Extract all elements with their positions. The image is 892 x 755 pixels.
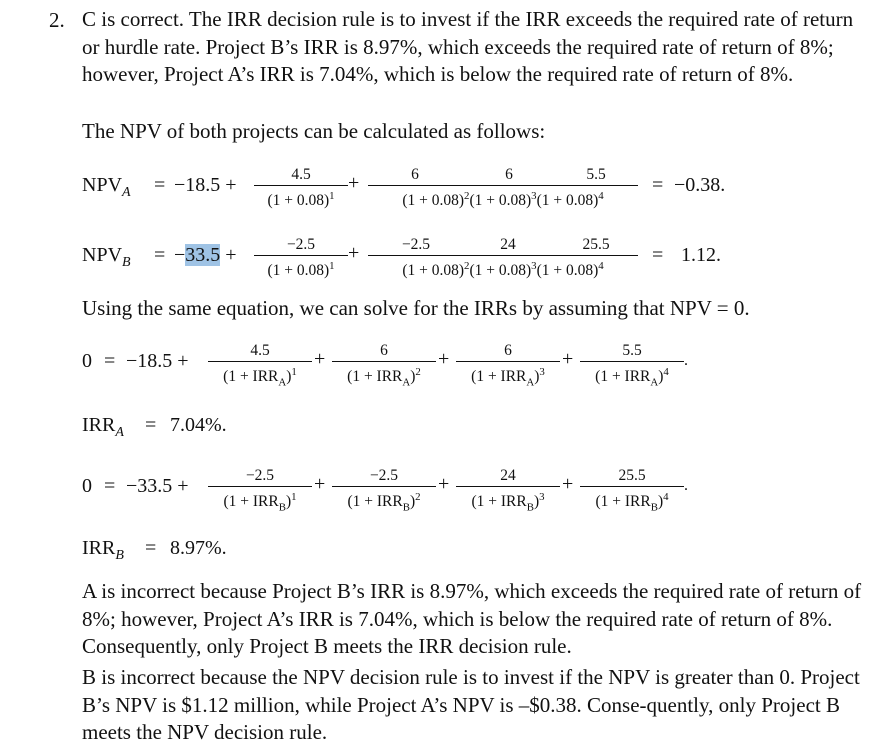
irr-b-eq-lhs: 0 — [82, 475, 92, 497]
b-incorrect-paragraph: B is incorrect because the NPV decision rule is to invest if the NPV is greater than 0. Project B’s NPV is $1.12 million, while Project A’s NPV is –$0.38. Conse-quently, only Project B meets the NPV decision rule. — [82, 665, 860, 744]
irr-intro-paragraph: Using the same equation, we can solve for the IRRs by assuming that NPV = 0. — [82, 296, 750, 320]
irr-a-equals: = — [145, 414, 157, 436]
irr-b-fraction-1: −2.5 $(1 + IRR_B)^1$ — [208, 467, 312, 516]
irr-a-plus-3: + — [562, 348, 574, 370]
irr-a-value: 7.04%. — [170, 414, 227, 436]
npv-b-label: $NPV_B$ — [82, 244, 131, 270]
irr-b-end: . — [684, 477, 688, 494]
item-number: 2. — [49, 8, 65, 32]
irr-b-fraction-3: 24 $(1 + IRR_B)^3$ — [456, 467, 560, 516]
irr-b-fraction-2: −2.5 $(1 + IRR_B)^2$ — [332, 467, 436, 516]
irr-b-eq-equals: = — [104, 475, 116, 497]
npv-a-plus: + — [348, 172, 360, 194]
npv-b-result: 1.12. — [681, 244, 721, 266]
irr-a-fraction-2: 6 $(1 + IRR_A)^2$ — [332, 342, 436, 391]
a-incorrect-paragraph: A is incorrect because Project B’s IRR is 8.97%, which exceeds the required rate of return of 8%; however, Project A’s IRR is 7.04%, which is below the required rate of return of 8%. Consequently, only Project B meets the IRR decision rule. — [82, 579, 862, 658]
irr-a-eq-initial: −18.5 + — [126, 350, 189, 372]
irr-a-plus-2: + — [438, 348, 450, 370]
npv-a-initial: −18.5 + — [174, 174, 237, 196]
npv-b-equals: = — [154, 244, 166, 266]
irr-a-label: $IRR_A$ — [82, 414, 124, 440]
irr-b-fraction-4: 25.5 $(1 + IRR_B)^4$ — [580, 467, 684, 516]
intro-paragraph: C is correct. The IRR decision rule is to invest if the IRR exceeds the required rate of return or hurdle rate. Project B’s IRR is 8.97%, which exceeds the required rate of return of 8%; however, Project A’s IRR is 7.04%, which is below the required rate of return of 8%. — [82, 7, 854, 86]
irr-b-plus-2: + — [438, 473, 450, 495]
npv-b-initial: −33.5 + — [174, 244, 237, 266]
npv-a-fraction-2: 6 6 5.5 $(1 + 0.08)^2(1 + 0.08)^3(1 + 0.08)^4$ — [368, 166, 638, 210]
irr-a-eq-lhs: 0 — [82, 350, 92, 372]
irr-b-eq-initial: −33.5 + — [126, 475, 189, 497]
npv-b-result-equals: = — [652, 244, 664, 266]
irr-a-fraction-1: 4.5 $(1 + IRR_A)^1$ — [208, 342, 312, 391]
irr-b-value: 8.97%. — [170, 537, 227, 559]
npv-a-result: −0.38. — [674, 174, 726, 196]
irr-b-plus-3: + — [562, 473, 574, 495]
npv-b-highlighted-value: 33.5 — [185, 244, 221, 266]
npv-a-result-equals: = — [652, 174, 664, 196]
irr-a-fraction-3: 6 $(1 + IRR_A)^3$ — [456, 342, 560, 391]
npv-b-fraction-2: −2.5 24 25.5 $(1 + 0.08)^2(1 + 0.08)^3(1 + 0.08)^4$ — [368, 236, 638, 280]
npv-a-label: $NPV_A$ — [82, 174, 131, 200]
npv-a-fraction-1: 4.5 $(1 + 0.08)^1$ — [254, 166, 348, 210]
irr-a-eq-equals: = — [104, 350, 116, 372]
irr-a-fraction-4: 5.5 $(1 + IRR_A)^4$ — [580, 342, 684, 391]
irr-b-plus-1: + — [314, 473, 326, 495]
npv-a-equals: = — [154, 174, 166, 196]
npv-b-fraction-1: −2.5 $(1 + 0.08)^1$ — [254, 236, 348, 280]
irr-a-end: . — [684, 352, 688, 369]
irr-b-label: $IRR_B$ — [82, 537, 124, 563]
npv-intro-paragraph: The NPV of both projects can be calculated as follows: — [82, 119, 546, 143]
irr-b-equals: = — [145, 537, 157, 559]
npv-b-plus: + — [348, 242, 360, 264]
irr-a-plus-1: + — [314, 348, 326, 370]
